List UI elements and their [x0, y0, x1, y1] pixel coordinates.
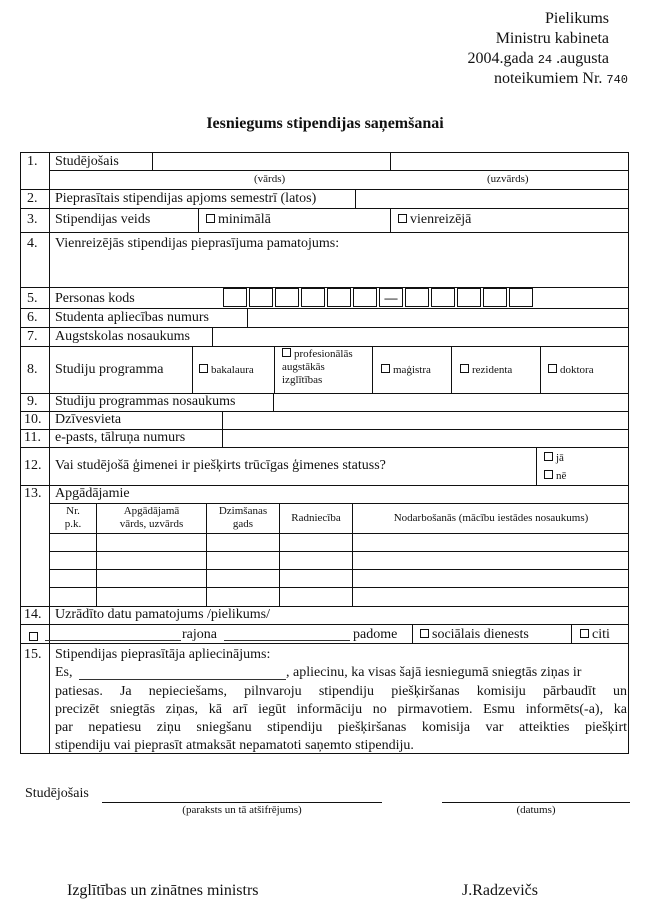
row-12-number: 12. — [24, 458, 42, 473]
declaration-line-5: stipendiju vai pieprasīt atmaksāt nepamatoti saņemto stipendiju. — [55, 738, 414, 753]
first-name-caption: (vārds) — [254, 173, 286, 185]
doctoral-checkbox[interactable] — [548, 364, 557, 373]
dependents-label: Apgādājamie — [55, 486, 130, 501]
last-name-field[interactable] — [391, 153, 628, 170]
date-field[interactable] — [442, 788, 630, 802]
bachelor-label: bakalaura — [211, 364, 254, 376]
contact-label: e-pasts, tālruņa numurs — [55, 430, 186, 445]
col-name-1: Apgādājamā — [123, 505, 180, 517]
code-digit-box[interactable] — [431, 288, 455, 307]
one-time-label: vienreizējā — [410, 212, 472, 227]
residence-field[interactable] — [223, 412, 628, 428]
row-14-number: 14. — [24, 607, 42, 622]
type-minimal-option[interactable] — [206, 213, 271, 227]
row-6-number: 6. — [27, 310, 38, 325]
code-digit-box[interactable] — [405, 288, 429, 307]
one-time-checkbox[interactable] — [398, 214, 407, 223]
code-separator: — — [379, 288, 403, 307]
study-program-label: Studiju programma — [55, 362, 164, 377]
row-9-number: 9. — [27, 394, 38, 409]
header-regulation-prefix: noteikumiem Nr. — [493, 70, 607, 87]
declaration-line-1-prefix: Es, — [55, 665, 73, 680]
row-1-number: 1. — [27, 154, 38, 169]
justification-field[interactable] — [50, 254, 628, 286]
row-4-number: 4. — [27, 236, 38, 251]
professional-label-2: augstākās — [282, 361, 325, 373]
program-bachelor-option[interactable] — [199, 364, 254, 376]
no-label: nē — [556, 470, 567, 482]
yes-checkbox[interactable] — [544, 452, 553, 461]
code-digit-box[interactable] — [509, 288, 533, 307]
row-8-number: 8. — [27, 362, 38, 377]
code-digit-box[interactable] — [353, 288, 377, 307]
university-field[interactable] — [213, 328, 628, 345]
minister-title: Izglītības un zinātnes ministrs — [67, 882, 259, 899]
student-id-field[interactable] — [248, 309, 628, 326]
col-name-2: vārds, uzvārds — [119, 518, 184, 530]
low-income-question: Vai studējošā ģimenei ir piešķirts trūcīgas ģimenes statuss? — [55, 458, 386, 473]
district-council-checkbox[interactable] — [29, 632, 38, 641]
code-digit-box[interactable] — [327, 288, 351, 307]
col-birth-1: Dzimšanas — [218, 505, 268, 517]
other-checkbox[interactable] — [580, 629, 589, 638]
no-checkbox[interactable] — [544, 470, 553, 479]
minister-name: J.Radzevičs — [462, 882, 538, 899]
row-2-number: 2. — [27, 191, 38, 206]
minimal-label: minimālā — [218, 212, 271, 227]
university-label: Augstskolas nosaukums — [55, 329, 190, 344]
program-professional-option[interactable] — [282, 348, 353, 387]
justification-label: Vienreizējās stipendijas pieprasījuma pamatojums: — [55, 236, 340, 251]
social-service-option[interactable] — [420, 628, 529, 642]
program-name-label: Studiju programmas nosaukums — [55, 394, 236, 409]
signature-field[interactable] — [102, 788, 382, 802]
date-caption: (datums) — [516, 804, 556, 816]
resident-label: rezidenta — [472, 364, 513, 376]
low-income-no-option[interactable] — [544, 470, 566, 482]
col-birth-2: gads — [232, 518, 254, 530]
program-master-option[interactable] — [381, 364, 431, 376]
other-label: citi — [592, 627, 610, 642]
row-5-number: 5. — [27, 291, 38, 306]
col-nr-1: Nr. — [66, 505, 80, 517]
personal-code-label: Personas kods — [55, 291, 135, 306]
bachelor-checkbox[interactable] — [199, 364, 208, 373]
row-3-number: 3. — [27, 212, 38, 227]
header-date-prefix: 2004.gada — [467, 50, 538, 67]
master-label: maģistra — [393, 364, 431, 376]
signature-caption: (paraksts un tā atšifrējums) — [182, 804, 302, 816]
professional-checkbox[interactable] — [282, 348, 291, 357]
last-name-caption: (uzvārds) — [487, 173, 529, 185]
student-label: Studējošais — [55, 154, 119, 169]
declarant-name-field[interactable] — [79, 666, 286, 680]
header-line-2: Ministru kabineta — [495, 30, 609, 47]
social-service-label: sociālais dienests — [432, 627, 529, 642]
declaration-line-2: patiesas. Ja nepieciešams, pilnvaroju stipendiju piešķiršanas komisiju pārbaudīt un — [55, 684, 627, 699]
col-nr-2: p.k. — [64, 518, 82, 530]
social-service-checkbox[interactable] — [420, 629, 429, 638]
row-7-number: 7. — [27, 329, 38, 344]
residence-label: Dzīvesvieta — [55, 412, 122, 427]
scholarship-type-label: Stipendijas veids — [55, 212, 151, 227]
declaration-line-1: , apliecinu, ka visas šajā iesniegumā sniegtās ziņas ir — [286, 665, 582, 680]
code-digit-box[interactable] — [457, 288, 481, 307]
header-date-suffix: .augusta — [552, 50, 609, 67]
code-digit-box[interactable] — [483, 288, 507, 307]
declaration-label: Stipendijas pieprasītāja apliecinājums: — [55, 647, 271, 662]
code-digit-box[interactable] — [275, 288, 299, 307]
professional-label-3: izglītības — [282, 374, 323, 386]
program-name-field[interactable] — [274, 394, 628, 410]
program-doctoral-option[interactable] — [548, 364, 594, 376]
council-label: padome — [353, 627, 398, 642]
resident-checkbox[interactable] — [460, 364, 469, 373]
row-10-number: 10. — [24, 412, 42, 427]
data-basis-label: Uzrādīto datu pamatojums /pielikums/ — [55, 607, 271, 622]
page-title: Iesniegums stipendijas saņemšanai — [206, 115, 444, 132]
student-id-label: Studenta apliecības numurs — [55, 310, 209, 325]
signature-student-label: Studējošais — [25, 786, 89, 801]
amount-field[interactable] — [356, 190, 628, 207]
header-day: 24 — [537, 53, 553, 67]
row-13-number: 13. — [24, 486, 42, 501]
declaration-line-4: par nepatiesu ziņu sniegšanu stipendiju piešķiršanas komisija var atteikties piešķirt — [55, 720, 627, 735]
row-15-number: 15. — [24, 647, 42, 662]
contact-field[interactable] — [223, 430, 628, 446]
code-digit-box[interactable] — [223, 288, 247, 307]
table-row[interactable] — [50, 534, 628, 551]
first-name-field[interactable] — [153, 153, 390, 170]
col-relation: Radniecība — [291, 512, 341, 524]
district-label: rajona — [182, 627, 217, 642]
master-checkbox[interactable] — [381, 364, 390, 373]
table-row[interactable] — [50, 570, 628, 587]
low-income-yes-option[interactable] — [544, 452, 564, 464]
program-resident-option[interactable] — [460, 364, 512, 376]
code-digit-box[interactable] — [301, 288, 325, 307]
col-occupation: Nodarbošanās (mācību iestādes nosaukums) — [393, 512, 589, 524]
amount-label: Pieprasītais stipendijas apjoms semestrī (latos) — [55, 191, 317, 206]
header-regulation-number: 740 — [606, 73, 628, 87]
other-option[interactable] — [580, 628, 610, 642]
table-row[interactable] — [50, 588, 628, 605]
doctoral-label: doktora — [560, 364, 594, 376]
header-line-1: Pielikums — [544, 10, 609, 27]
minimal-checkbox[interactable] — [206, 214, 215, 223]
row-11-number: 11. — [24, 430, 41, 445]
professional-label-1: profesionālās — [294, 348, 353, 360]
code-digit-box[interactable] — [249, 288, 273, 307]
table-row[interactable] — [50, 552, 628, 569]
declaration-line-3: precizēt sniegtās ziņas, kā arī iegūt informāciju no pirmavotiem. Esmu informēts(-a), ka — [55, 702, 627, 717]
yes-label: jā — [556, 452, 564, 464]
type-one-time-option[interactable] — [398, 213, 471, 227]
